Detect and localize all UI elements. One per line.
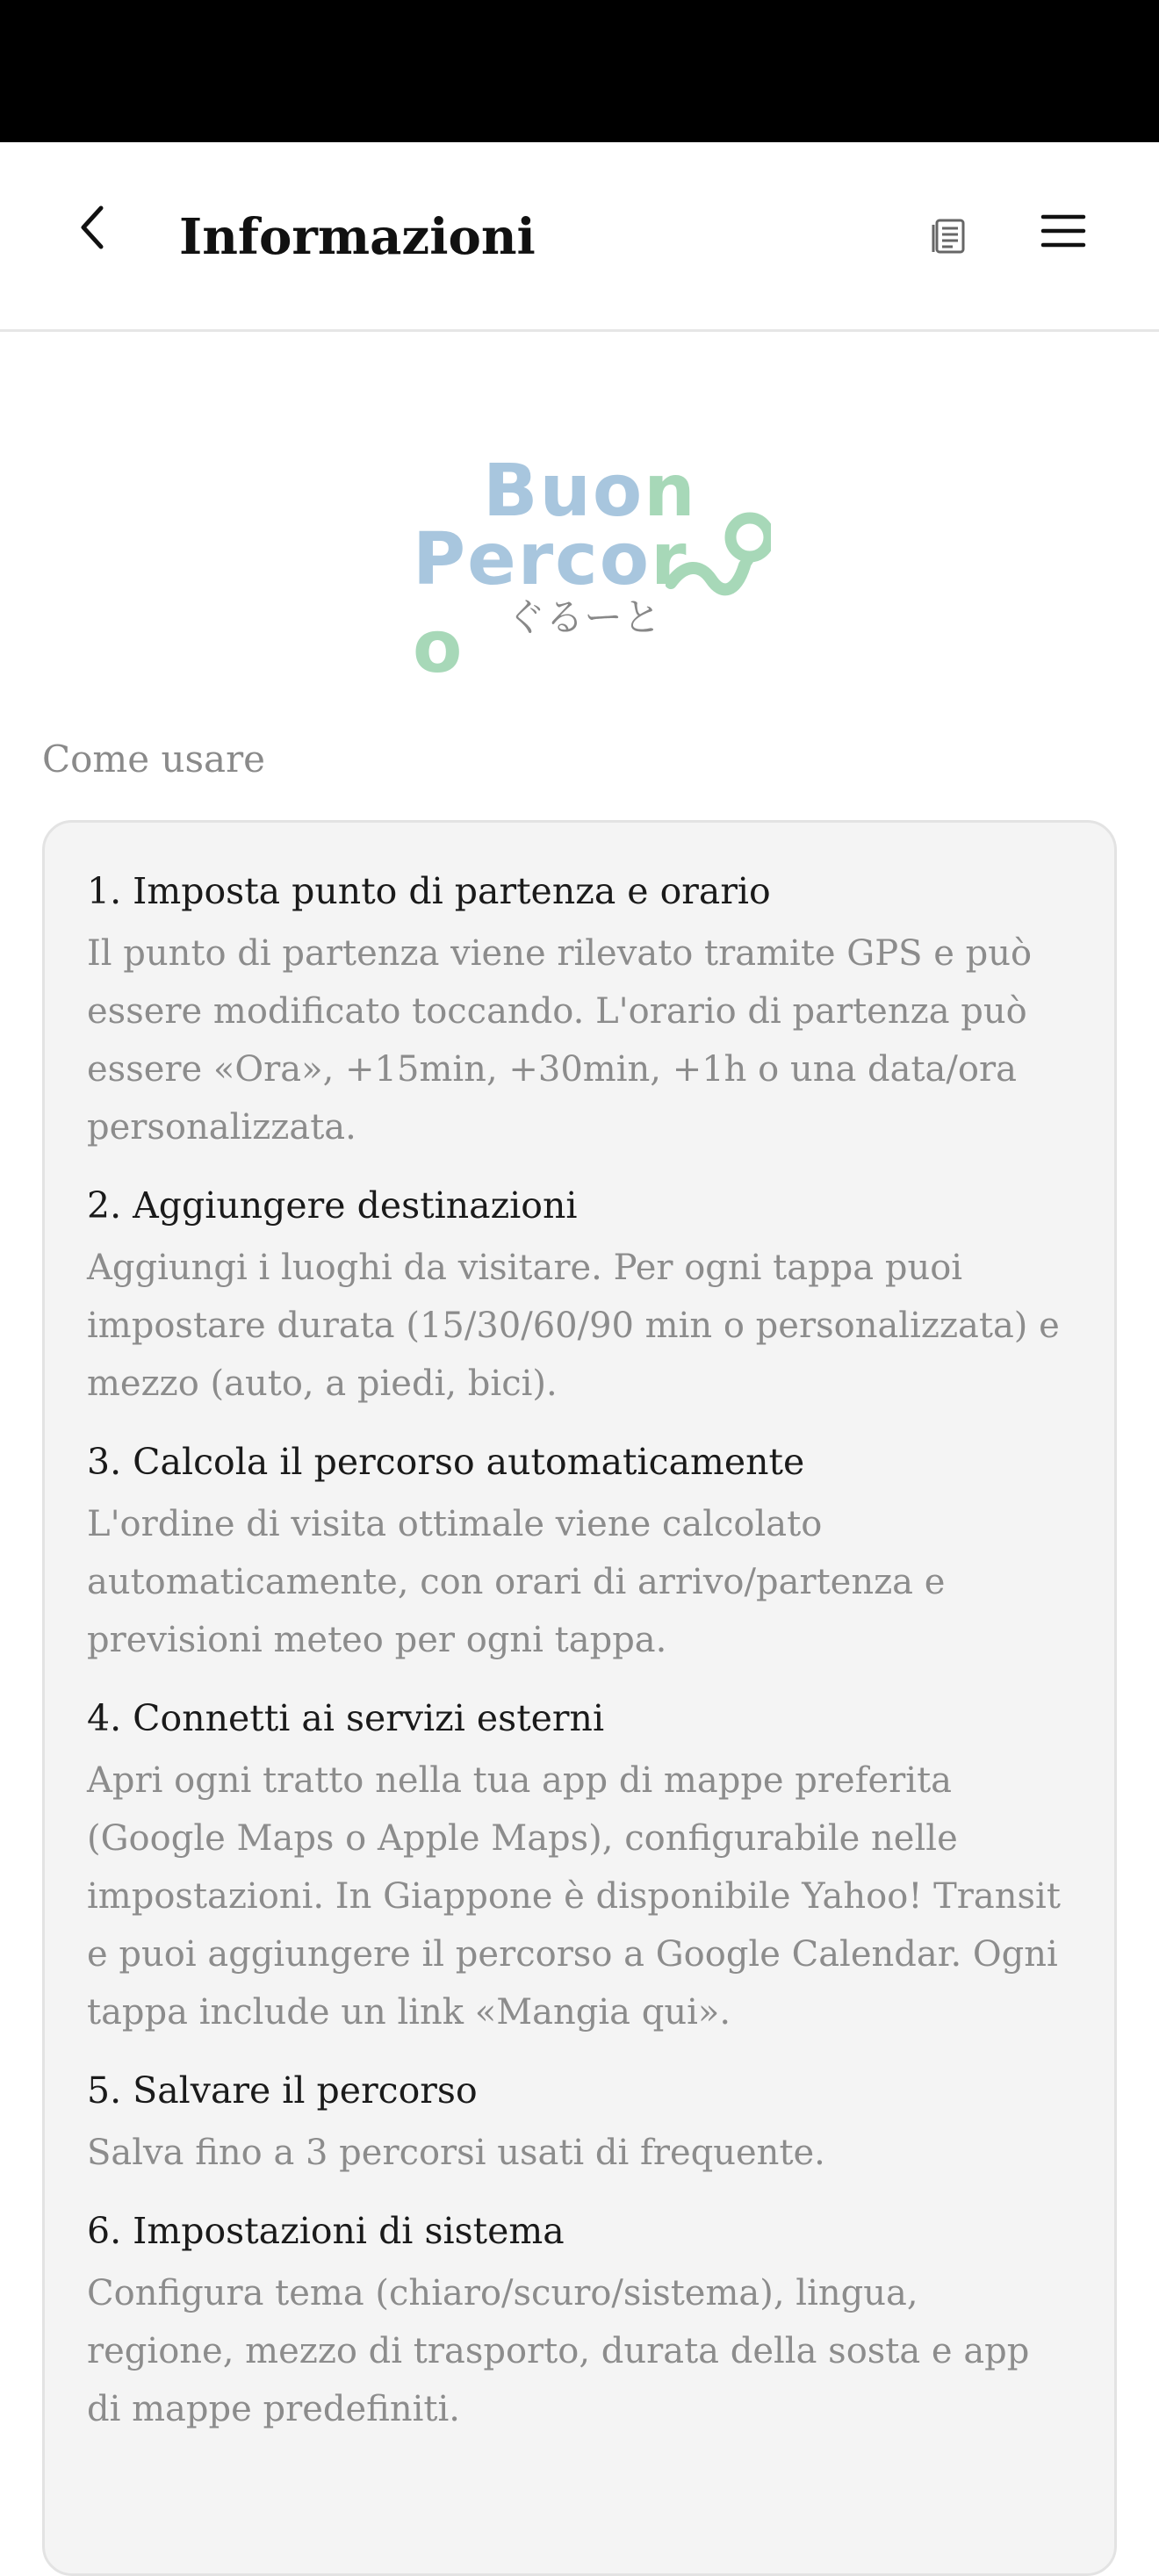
step-item [87, 867, 1072, 1156]
instructions-card [42, 820, 1117, 2576]
hamburger-menu-icon [1040, 212, 1086, 250]
step-description: Il punto di partenza viene rilevato tramite GPS e può essere modificato toccando. L'orario di partenza può essere «Ora», +15min, +30min, +1h o una data/ora personalizzata. [87, 933, 1033, 1148]
step-description: Salva fino a 3 percorsi usati di frequente. [87, 2133, 825, 2173]
step-item [87, 2066, 1072, 2182]
back-button[interactable] [61, 197, 123, 258]
app-header [0, 142, 1159, 332]
logo-kana: ぐるーと [507, 595, 661, 640]
document-icon [929, 216, 969, 256]
step-item [87, 2206, 1072, 2438]
section-label-how-to-use: Come usare [42, 738, 266, 781]
step-item [87, 1181, 1072, 1413]
chevron-left-icon [75, 203, 110, 252]
step-title: 4. Connetti ai servizi esterni [87, 1697, 605, 1739]
page-title: Informazioni [179, 208, 536, 266]
logo-word-buon: Buon [483, 450, 697, 533]
step-title: 6. Impostazioni di sistema [87, 2210, 565, 2252]
step-item [87, 1437, 1072, 1669]
step-item [87, 1694, 1072, 2041]
step-description: L'ordine di visita ottimale viene calcolato automaticamente, con orari di arrivo/partenza e previsioni meteo per ogni tappa. [87, 1504, 946, 1660]
status-bar [0, 0, 1159, 142]
step-title: 1. Imposta punto di partenza e orario [87, 870, 771, 912]
menu-button[interactable] [1033, 200, 1094, 262]
step-description: Configura tema (chiaro/scuro/sistema), lingua, regione, mezzo di trasporto, durata della sosta e app di mappe predefiniti. [87, 2273, 1030, 2429]
documentation-button[interactable] [918, 205, 980, 267]
step-title: 2. Aggiungere destinazioni [87, 1184, 578, 1227]
app-logo [404, 448, 773, 689]
step-title: 5. Salvare il percorso [87, 2069, 478, 2112]
logo-word-percorso: Percoro [413, 518, 688, 689]
step-description: Aggiungi i luoghi da visitare. Per ogni tappa puoi impostare durata (15/30/60/90 min o personalizzata) e mezzo (auto, a piedi, bici). [87, 1248, 1060, 1404]
map-pin-route-icon [666, 511, 771, 608]
step-description: Apri ogni tratto nella tua app di mappe preferita (Google Maps o Apple Maps), configurabile nelle impostazioni. In Giappone è disponibile Yahoo! Transit e puoi aggiungere il percorso a Google Calendar. Ogni tappa include un link «Mangia qui». [87, 1760, 1061, 2033]
step-title: 3. Calcola il percorso automaticamente [87, 1441, 805, 1483]
